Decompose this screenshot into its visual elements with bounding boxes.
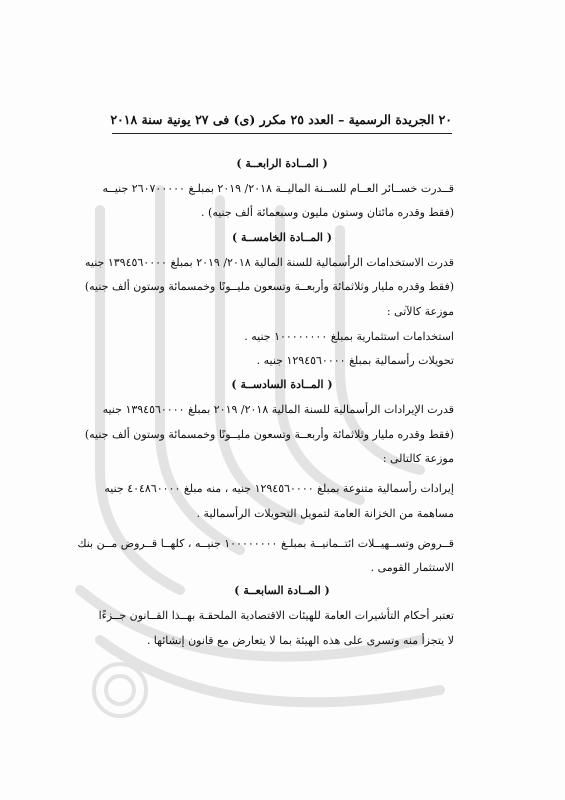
article-6-line-3: موزعة كالتالى : — [382, 452, 454, 465]
article-5-line-2: (فقط وقدره مليار وثلاثمائة وأربعــة وتسعون مليــونًا وخمسمائة وستون ألف جنيه) — [84, 280, 454, 293]
article-6-title: ( المــادة السادســة ) — [231, 378, 333, 391]
article-7-title: ( المــادة السابعــة ) — [234, 584, 330, 597]
article-6-line-1: قدرت الإيرادات الرأسمالية للسنة المالية ٢٠١٨/ ٢٠١٩ بمبلغ ١٣٩٤٥٦٠٠٠٠ جنيه — [102, 403, 454, 416]
article-5-line-3: موزعة كالآتى : — [386, 305, 454, 318]
article-4-title: ( المــادة الرابعــة ) — [236, 157, 328, 170]
article-6-item-1-line-1: إيرادات رأسمالية متنوعة بمبلغ ١٢٩٤٥٦٠٠٠٠ جنيه ، منه مبلغ ٤٠٤٨٦٠٠٠٠ جنيه — [104, 482, 454, 495]
page-header: ٢٠ الجريدة الرسمية – العدد ٢٥ مكرر (ى) فى ٢٧ يونية سنة ٢٠١٨ — [110, 112, 452, 127]
article-5-line-1: قدرت الاستخدامات الرأسمالية للسنة المالية ٢٠١٨/ ٢٠١٩ بمبلغ ١٣٩٤٥٦٠٠٠٠ جنيه — [85, 256, 454, 269]
article-5-item-1: استخدامات استثمارية بمبلغ ١٠٠٠٠٠٠٠٠ جنيه . — [244, 330, 454, 343]
article-5-item-2: تحويلات رأسمالية بمبلغ ١٢٩٤٥٦٠٠٠٠ جنيه . — [256, 354, 454, 367]
article-7-line-1: تعتبر أحكام التأشيرات العامة للهيئات الاقتصادية الملحقـة بهــذا القــانون جــزءًا — [98, 609, 454, 622]
article-7-line-2: لا يتجزأ منه وتسرى على هذه الهيئة بما لا يتعارض مع قانون إنشائها . — [146, 634, 454, 647]
article-6-line-2: (فقط وقدره مليار وثلاثمائة وأربعــة وتسعون مليــونًا وخمسمائة وستون ألف جنيه) — [84, 428, 454, 441]
article-4-line-2: (فقط وقدره مائتان وستون مليون وسبعمائة ألف جنيه) . — [201, 206, 454, 219]
article-6-item-1-line-2: مساهمة من الخزانة العامة لتمويل التحويلات الرأسمالية . — [196, 507, 454, 520]
article-4-line-1: قــدرت خســائر العــام للســنة الماليــة ٢٠١٨/ ٢٠١٩ بمبلـغ ٢٦٠٧٠٠٠٠٠ جنيــه — [102, 182, 454, 195]
article-5-title: ( المــادة الخامســة ) — [231, 231, 333, 244]
header-rule — [112, 133, 452, 134]
article-6-item-2-line-1: قــروض وتســهيــلات ائتــمانيــة بمبلـغ ١٠٠٠٠٠٠٠٠ جنيــه ، كلهــا قــروض مــن بنك — [77, 537, 454, 550]
article-6-item-2-line-2: الاستثمار القومى . — [370, 561, 454, 574]
